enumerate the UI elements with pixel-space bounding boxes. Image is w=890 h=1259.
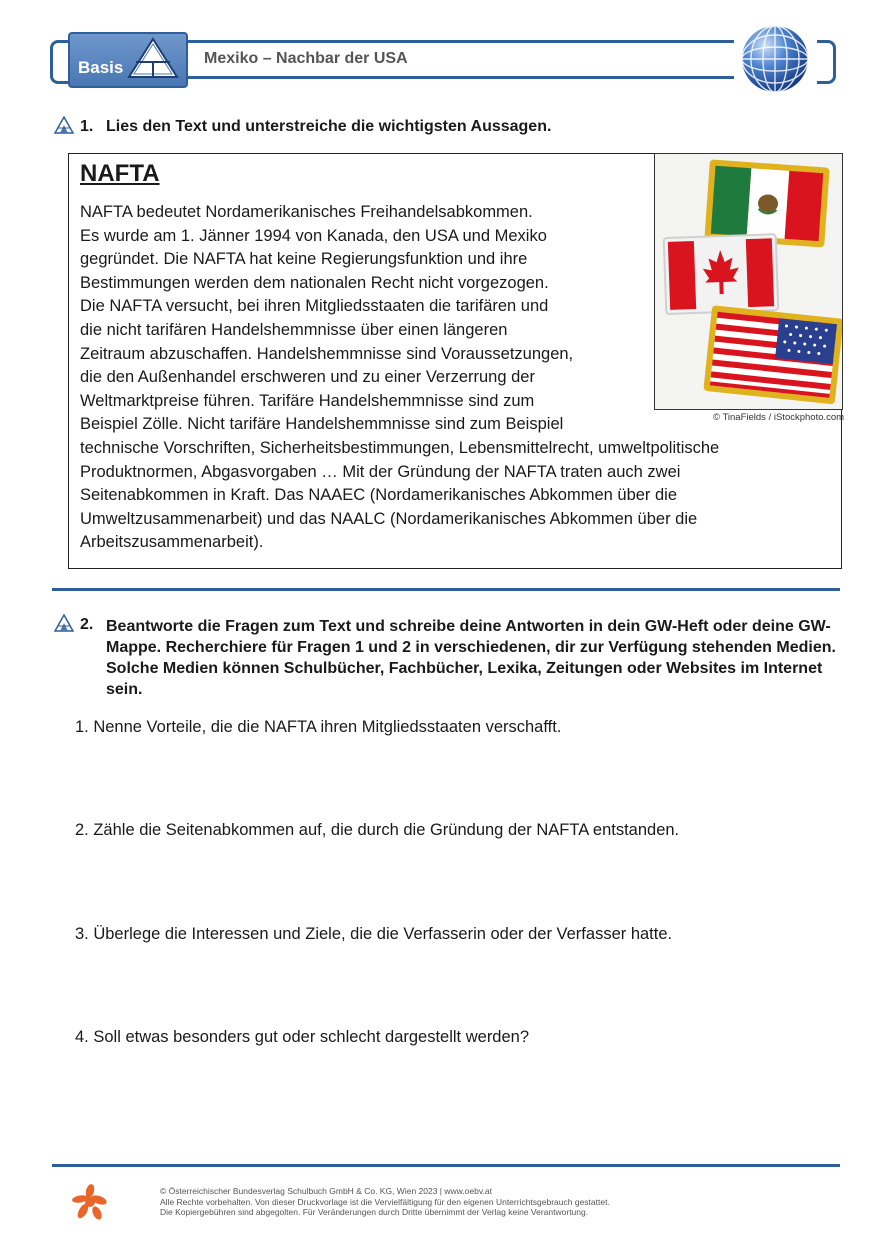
header-bracket-left	[50, 40, 69, 84]
footer-copyright	[160, 1186, 610, 1218]
footer-line: Alle Rechte vorbehalten. Von dieser Druckvorlage ist die Vervielfältigung für den eigenen Unterrichtsgebrauch gestattet.	[160, 1196, 610, 1207]
text-line: Die NAFTA versucht, bei ihren Mitgliedsstaaten die tarifären und	[80, 297, 549, 316]
text-line: gegründet. Die NAFTA hat keine Regierungsfunktion und ihre	[80, 250, 528, 269]
article-text	[80, 201, 640, 437]
footer-divider	[52, 1164, 840, 1167]
section-divider	[52, 588, 840, 591]
question-4: 4. Soll etwas besonders gut oder schlecht dargestellt werden?	[75, 1028, 530, 1046]
article-text-continued	[80, 437, 820, 555]
flag-patches-image	[654, 153, 843, 410]
task-number: 2.	[80, 616, 94, 633]
basis-badge-label: Basis	[78, 58, 124, 77]
header-bracket-right	[817, 40, 836, 84]
text-line: Produktnormen, Abgasvorgaben … Mit der Gründung der NAFTA traten auch zwei	[80, 462, 681, 481]
text-line: Seitenabkommen in Kraft. Das NAAEC (Nordamerikanisches Abkommen über die	[80, 486, 678, 505]
text-line: technische Vorschriften, Sicherheitsbestimmungen, Lebensmittelrecht, umweltpolitische	[80, 439, 720, 457]
pyramid-icon	[54, 116, 74, 134]
task-instruction: Lies den Text und unterstreiche die wichtigsten Aussagen.	[106, 118, 552, 135]
page-title: Mexiko – Nachbar der USA	[204, 50, 408, 67]
publisher-logo-icon	[72, 1183, 108, 1221]
text-line: die nicht tarifären Handelshemmnisse über einen längeren	[80, 320, 508, 339]
text-line: Arbeitszusammenarbeit).	[80, 533, 264, 552]
text-line: die den Außenhandel erschweren und zu einer Verzerrung der	[80, 368, 535, 387]
question-1: 1. Nenne Vorteile, die die NAFTA ihren Mitgliedsstaaten verschafft.	[75, 718, 562, 736]
text-line: NAFTA bedeutet Nordamerikanisches Freihandelsabkommen.	[80, 203, 533, 221]
pyramid-icon	[54, 614, 74, 632]
globe-icon	[740, 24, 810, 94]
text-line: Bestimmungen werden dem nationalen Recht nicht vorgezogen.	[80, 273, 549, 292]
flags-illustration	[655, 154, 843, 410]
task-instruction: Beantworte die Fragen zum Text und schreibe deine Antworten in dein GW-Heft oder deine GW-Mappe. Recherchiere für Fragen 1 und 2 in verschiedenen, dir zur Verfügung stehenden Medien. Solche Medien können Schulbücher, Fachbücher, Lexika, Zeitungen oder Websites im Internet sein.	[106, 618, 836, 698]
question-3: 3. Überlege die Interessen und Ziele, die die Verfasserin oder der Verfasser hatte.	[75, 925, 673, 943]
text-line: Weltmarktpreise führen. Tarifäre Handelshemmnisse sind zum	[80, 391, 535, 410]
question-2: 2. Zähle die Seitenabkommen auf, die durch die Gründung der NAFTA entstanden.	[75, 821, 680, 839]
pyramid-icon	[126, 36, 180, 80]
header-line-top	[186, 40, 734, 43]
article-title: NAFTA	[80, 160, 160, 187]
text-line: Beispiel Zölle. Nicht tarifäre Handelshemmnisse sind zum Beispiel	[80, 415, 564, 434]
text-line: Es wurde am 1. Jänner 1994 von Kanada, den USA und Mexiko	[80, 226, 547, 245]
footer-line: © Österreichischer Bundesverlag Schulbuch GmbH & Co. KG, Wien 2023 | www.oebv.at	[160, 1186, 492, 1196]
header-line-bottom	[186, 76, 734, 79]
text-line: Zeitraum abzuschaffen. Handelshemmnisse sind Voraussetzungen,	[80, 344, 574, 363]
task-number: 1.	[80, 118, 94, 135]
footer-line: Die Kopiergebühren sind abgegolten. Für Veränderungen durch Dritte übernimmt der Verlag keine Verantwortung.	[160, 1207, 589, 1217]
image-credit: © TinaFields / iStockphoto.com	[713, 412, 845, 423]
text-line: Umweltzusammenarbeit) und das NAALC (Nordamerikanisches Abkommen über die	[80, 509, 698, 528]
